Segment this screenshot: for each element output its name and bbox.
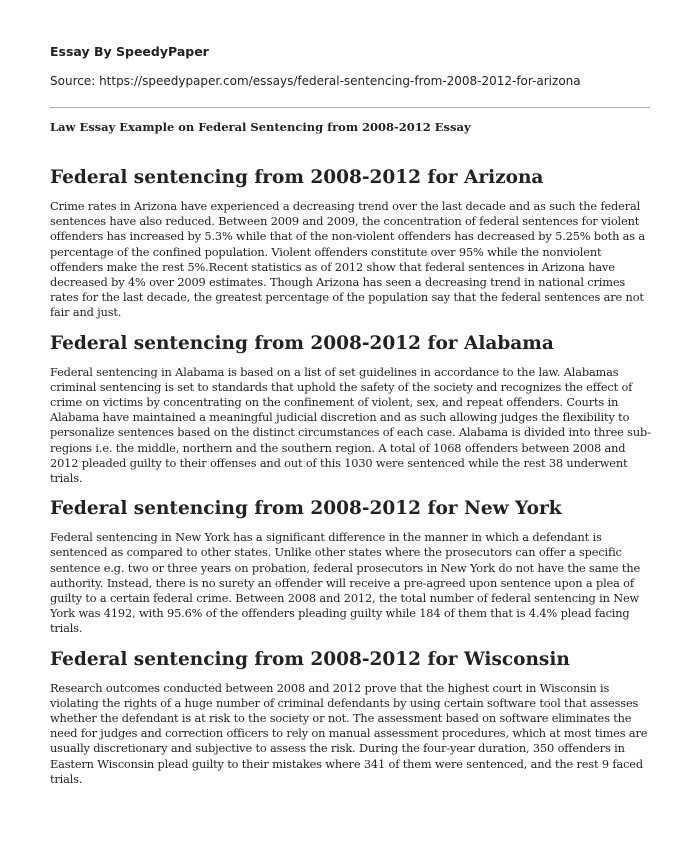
essay-content xyxy=(50,166,656,798)
section-paragraph: Research outcomes conducted between 2008 and 2012 prove that the highest court in Wisconsin is violating the rights of a huge number of criminal defendants by using certain software tool that assesses whether the defendant is at risk to the society or not. The assessment based on software eliminates the need for judges and correction officers to rely on manual assessment procedures, which at most times are usually discretionary and subjective to assess the risk. During the four-year duration, 350 offenders in Eastern Wisconsin plead guilty to their mistakes where 341 of them were sentenced, and the rest 9 faced trials. xyxy=(50,680,648,786)
essay-by-label: Essay By SpeedyPaper xyxy=(50,44,209,59)
essay-title: Law Essay Example on Federal Sentencing from 2008-2012 Essay xyxy=(50,120,471,134)
section-heading: Federal sentencing from 2008-2012 for New York xyxy=(50,498,562,520)
section-alabama xyxy=(50,332,656,487)
section-wisconsin xyxy=(50,648,656,787)
section-paragraph: Crime rates in Arizona have experienced a decreasing trend over the last decade and as such the federal sentences have also reduced. Between 2009 and 2009, the concentration of federal sentences for violent offenders has increased by 5.3% while that of the non-violent offenders has decreased by 5.25% both as a percentage of the confined population. Violent offenders constitute over 95% while the nonviolent offenders make the rest 5%.Recent statistics as of 2012 show that federal sentences in Arizona have decreased by 4% over 2009 estimates. Though Arizona has seen a decreasing trend in national crimes rates for the last decade, the greatest percentage of the population say that the federal sentences are not fair and just. xyxy=(50,199,646,320)
section-paragraph: Federal sentencing in Alabama is based on a list of set guidelines in accordance to the law. Alabamas criminal sentencing is set to standards that uphold the safety of the society and recognizes the effect of crime on victims by concentrating on the confinement of violent, sex, and repeat offenders. Courts in Alabama have maintained a meaningful judicial discretion and as such allowing judges the flexibility to personalize sentences based on the distinct circumstances of each case. Alabama is divided into three sub-regions i.e. the middle, northern and the southern region. A total of 1068 offenders between 2008 and 2012 pleaded guilty to their offenses and out of this 1030 were sentenced while the rest 38 underwent trials. xyxy=(50,364,651,486)
section-arizona xyxy=(50,166,656,321)
header-divider xyxy=(50,107,650,108)
source-url: Source: https://speedypaper.com/essays/federal-sentencing-from-2008-2012-for-arizona xyxy=(50,74,581,88)
section-paragraph: Federal sentencing in New York has a significant difference in the manner in which a defendant is sentenced as compared to other states. Unlike other states where the prosecutors can offer a specific sentence e.g. two or three years on probation, federal prosecutors in New York do not have the same the authority. Instead, there is no surety an offender will receive a pre-agreed upon sentence upon a plea of guilty to a certain federal crime. Between 2008 and 2012, the total number of federal sentencing in New York was 4192, with 95.6% of the offenders pleading guilty while 184 of them that is 4.4% plead facing trials. xyxy=(50,530,641,636)
section-heading: Federal sentencing from 2008-2012 for Arizona xyxy=(50,167,544,188)
section-heading: Federal sentencing from 2008-2012 for Wisconsin xyxy=(50,648,570,670)
section-new-york xyxy=(50,497,656,636)
section-heading: Federal sentencing from 2008-2012 for Alabama xyxy=(50,332,554,354)
